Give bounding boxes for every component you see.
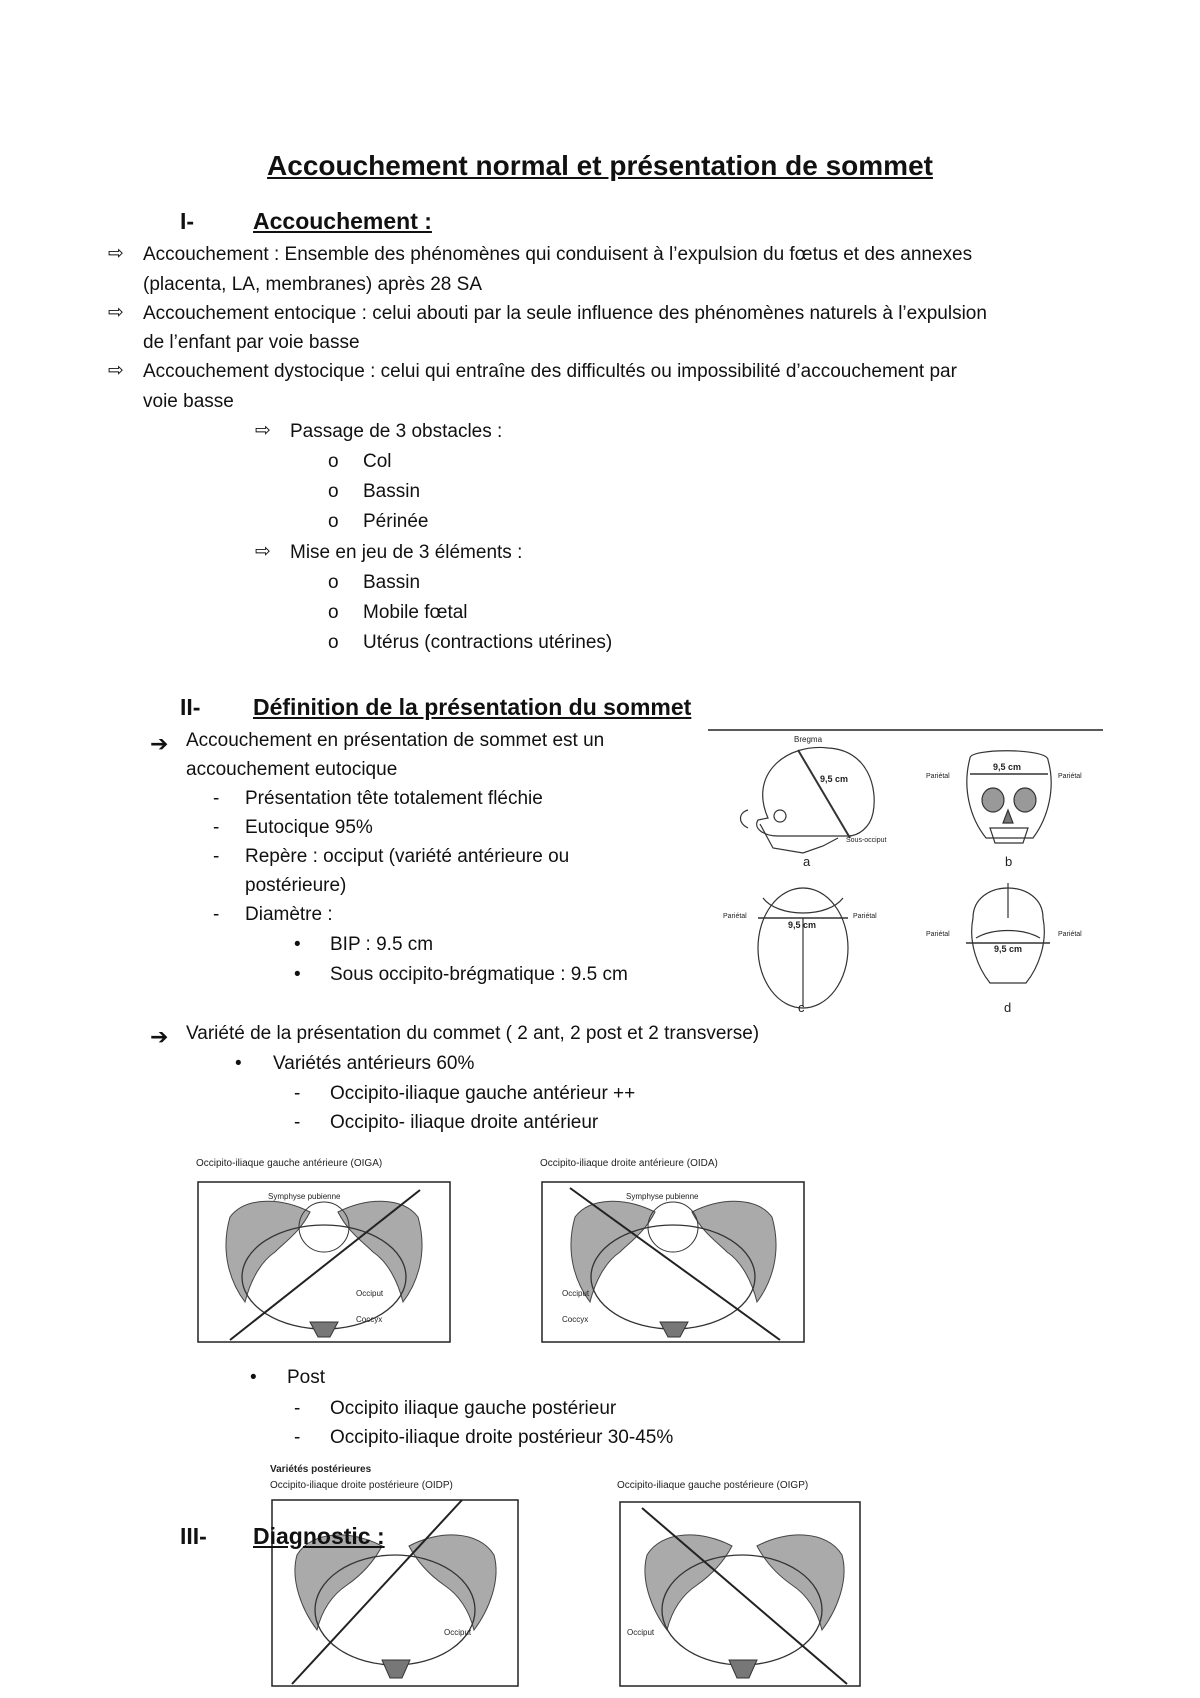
bullet-o: o bbox=[328, 632, 339, 653]
section-3-number: III- bbox=[180, 1523, 207, 1549]
list-item: Occipito-iliaque droite postérieur 30-45% bbox=[330, 1427, 674, 1448]
section-3-heading: Diagnostic : bbox=[253, 1523, 385, 1549]
posterior-pelvis-figures bbox=[262, 1460, 898, 1690]
variety-line: Variété de la présentation du commet ( 2 ant, 2 post et 2 transverse) bbox=[186, 1023, 760, 1044]
list-item: Périnée bbox=[363, 511, 429, 532]
dash: - bbox=[213, 846, 220, 867]
list-item: Bassin bbox=[363, 572, 421, 593]
coccyx-label: Coccyx bbox=[356, 1315, 383, 1324]
definition-line: voie basse bbox=[143, 391, 234, 412]
anterior-pelvis-figures bbox=[190, 1152, 810, 1348]
pelvis-caption: Occipito-iliaque gauche postérieure (OIGP) bbox=[617, 1480, 809, 1491]
measure-label: 9,5 cm bbox=[994, 944, 1023, 954]
figure-letter: c bbox=[798, 1000, 805, 1015]
arrow-right-icon: ⇨ bbox=[108, 243, 124, 264]
definition-line: de l’enfant par voie basse bbox=[143, 332, 360, 353]
fetal-skull-figure bbox=[708, 728, 1104, 1018]
list-item: Utérus (contractions utérines) bbox=[363, 632, 613, 653]
arrow-right-icon: ⇨ bbox=[108, 302, 124, 323]
page-title: Accouchement normal et présentation de sommet bbox=[267, 150, 933, 181]
bullet-o: o bbox=[328, 451, 339, 472]
pelvis-caption: Occipito-iliaque droite antérieure (OIDA) bbox=[540, 1158, 718, 1169]
list-item: Présentation tête totalement fléchie bbox=[245, 788, 543, 809]
section-1-heading: Accouchement : bbox=[253, 208, 432, 234]
intro-line: accouchement eutocique bbox=[186, 759, 398, 780]
dash: - bbox=[294, 1083, 301, 1104]
arrow-right-icon: ⇨ bbox=[255, 541, 271, 562]
definition-line: Accouchement entocique : celui abouti par la seule influence des phénomènes naturels à l’expulsion bbox=[143, 303, 987, 324]
parietal-label: Pariétal bbox=[723, 913, 747, 920]
list-item: Sous occipito-brégmatique : 9.5 cm bbox=[330, 964, 628, 985]
bold-arrow-icon: ➔ bbox=[150, 731, 169, 756]
occiput-label: Occiput bbox=[356, 1289, 384, 1298]
bold-arrow-icon: ➔ bbox=[150, 1024, 169, 1049]
list-item: Occipito-iliaque gauche antérieur ++ bbox=[330, 1083, 636, 1104]
list-item: Bassin bbox=[363, 481, 421, 502]
pelvis-caption: Occipito-iliaque droite postérieure (OIDP) bbox=[270, 1480, 453, 1491]
posterior-header: Variétés postérieures bbox=[270, 1464, 372, 1475]
arrow-right-icon: ⇨ bbox=[255, 420, 271, 441]
dash: - bbox=[294, 1398, 301, 1419]
list-item: postérieure) bbox=[245, 875, 347, 896]
bullet-dot: • bbox=[250, 1367, 257, 1388]
parietal-label: Pariétal bbox=[926, 931, 950, 938]
bullet-dot: • bbox=[294, 964, 301, 985]
coccyx-label: Coccyx bbox=[562, 1315, 589, 1324]
section-1-number: I- bbox=[180, 208, 195, 234]
intro-line: Accouchement en présentation de sommet est un bbox=[186, 730, 605, 751]
occiput-label: Occiput bbox=[562, 1289, 590, 1298]
list-item: Occipito- iliaque droite antérieur bbox=[330, 1112, 599, 1133]
bullet-o: o bbox=[328, 602, 339, 623]
bullet-dot: • bbox=[235, 1053, 242, 1074]
definition-line: Accouchement dystocique : celui qui entraîne des difficultés ou impossibilité d’accouchement par bbox=[143, 361, 957, 382]
dash: - bbox=[213, 904, 220, 925]
skull-top-view bbox=[758, 888, 848, 1008]
list-item: Repère : occiput (variété antérieure ou bbox=[245, 846, 570, 867]
definition-line: Accouchement : Ensemble des phénomènes qui conduisent à l’expulsion du fœtus et des annexes bbox=[143, 244, 973, 265]
posterior-label: Post bbox=[287, 1367, 326, 1388]
symphyse-label: Symphyse pubienne bbox=[268, 1192, 341, 1201]
bullet-o: o bbox=[328, 481, 339, 502]
list-item: Occipito iliaque gauche postérieur bbox=[330, 1398, 617, 1419]
dash: - bbox=[213, 817, 220, 838]
parietal-label: Pariétal bbox=[1058, 931, 1082, 938]
occiput-label: Occiput bbox=[627, 1628, 655, 1637]
anterior-label: Variétés antérieurs 60% bbox=[273, 1053, 475, 1074]
measure-label: 9,5 cm bbox=[788, 920, 817, 930]
section-2-number: II- bbox=[180, 694, 201, 720]
dash: - bbox=[294, 1427, 301, 1448]
parietal-label: Pariétal bbox=[926, 773, 950, 780]
pelvis-caption: Occipito-iliaque gauche antérieure (OIGA) bbox=[196, 1158, 383, 1169]
arrow-right-icon: ⇨ bbox=[108, 360, 124, 381]
dash: - bbox=[213, 788, 220, 809]
dash: - bbox=[294, 1112, 301, 1133]
bullet-o: o bbox=[328, 511, 339, 532]
occiput-label: Occiput bbox=[444, 1628, 472, 1637]
measure-label: 9,5 cm bbox=[820, 774, 849, 784]
list-item: BIP : 9.5 cm bbox=[330, 934, 434, 955]
figure-letter: d bbox=[1004, 1000, 1012, 1015]
skull-posterior-view bbox=[966, 883, 1050, 983]
elements-label: Mise en jeu de 3 éléments : bbox=[290, 542, 523, 563]
section-2-heading: Définition de la présentation du sommet bbox=[253, 694, 692, 720]
bullet-o: o bbox=[328, 572, 339, 593]
bullet-dot: • bbox=[294, 934, 301, 955]
parietal-label: Pariétal bbox=[1058, 773, 1082, 780]
list-item: Eutocique 95% bbox=[245, 817, 373, 838]
bregma-label: Bregma bbox=[794, 735, 823, 744]
parietal-label: Pariétal bbox=[853, 913, 877, 920]
figure-letter: b bbox=[1005, 854, 1013, 869]
symphyse-label: Symphyse pubienne bbox=[626, 1192, 699, 1201]
measure-label: 9,5 cm bbox=[993, 762, 1022, 772]
definition-line: (placenta, LA, membranes) après 28 SA bbox=[143, 274, 483, 295]
figure-letter: a bbox=[803, 854, 811, 869]
sous-occiput-label: Sous-occiput bbox=[846, 837, 887, 844]
list-item: Diamètre : bbox=[245, 904, 333, 925]
list-item: Mobile fœtal bbox=[363, 602, 468, 623]
list-item: Col bbox=[363, 451, 392, 472]
obstacles-label: Passage de 3 obstacles : bbox=[290, 421, 503, 442]
